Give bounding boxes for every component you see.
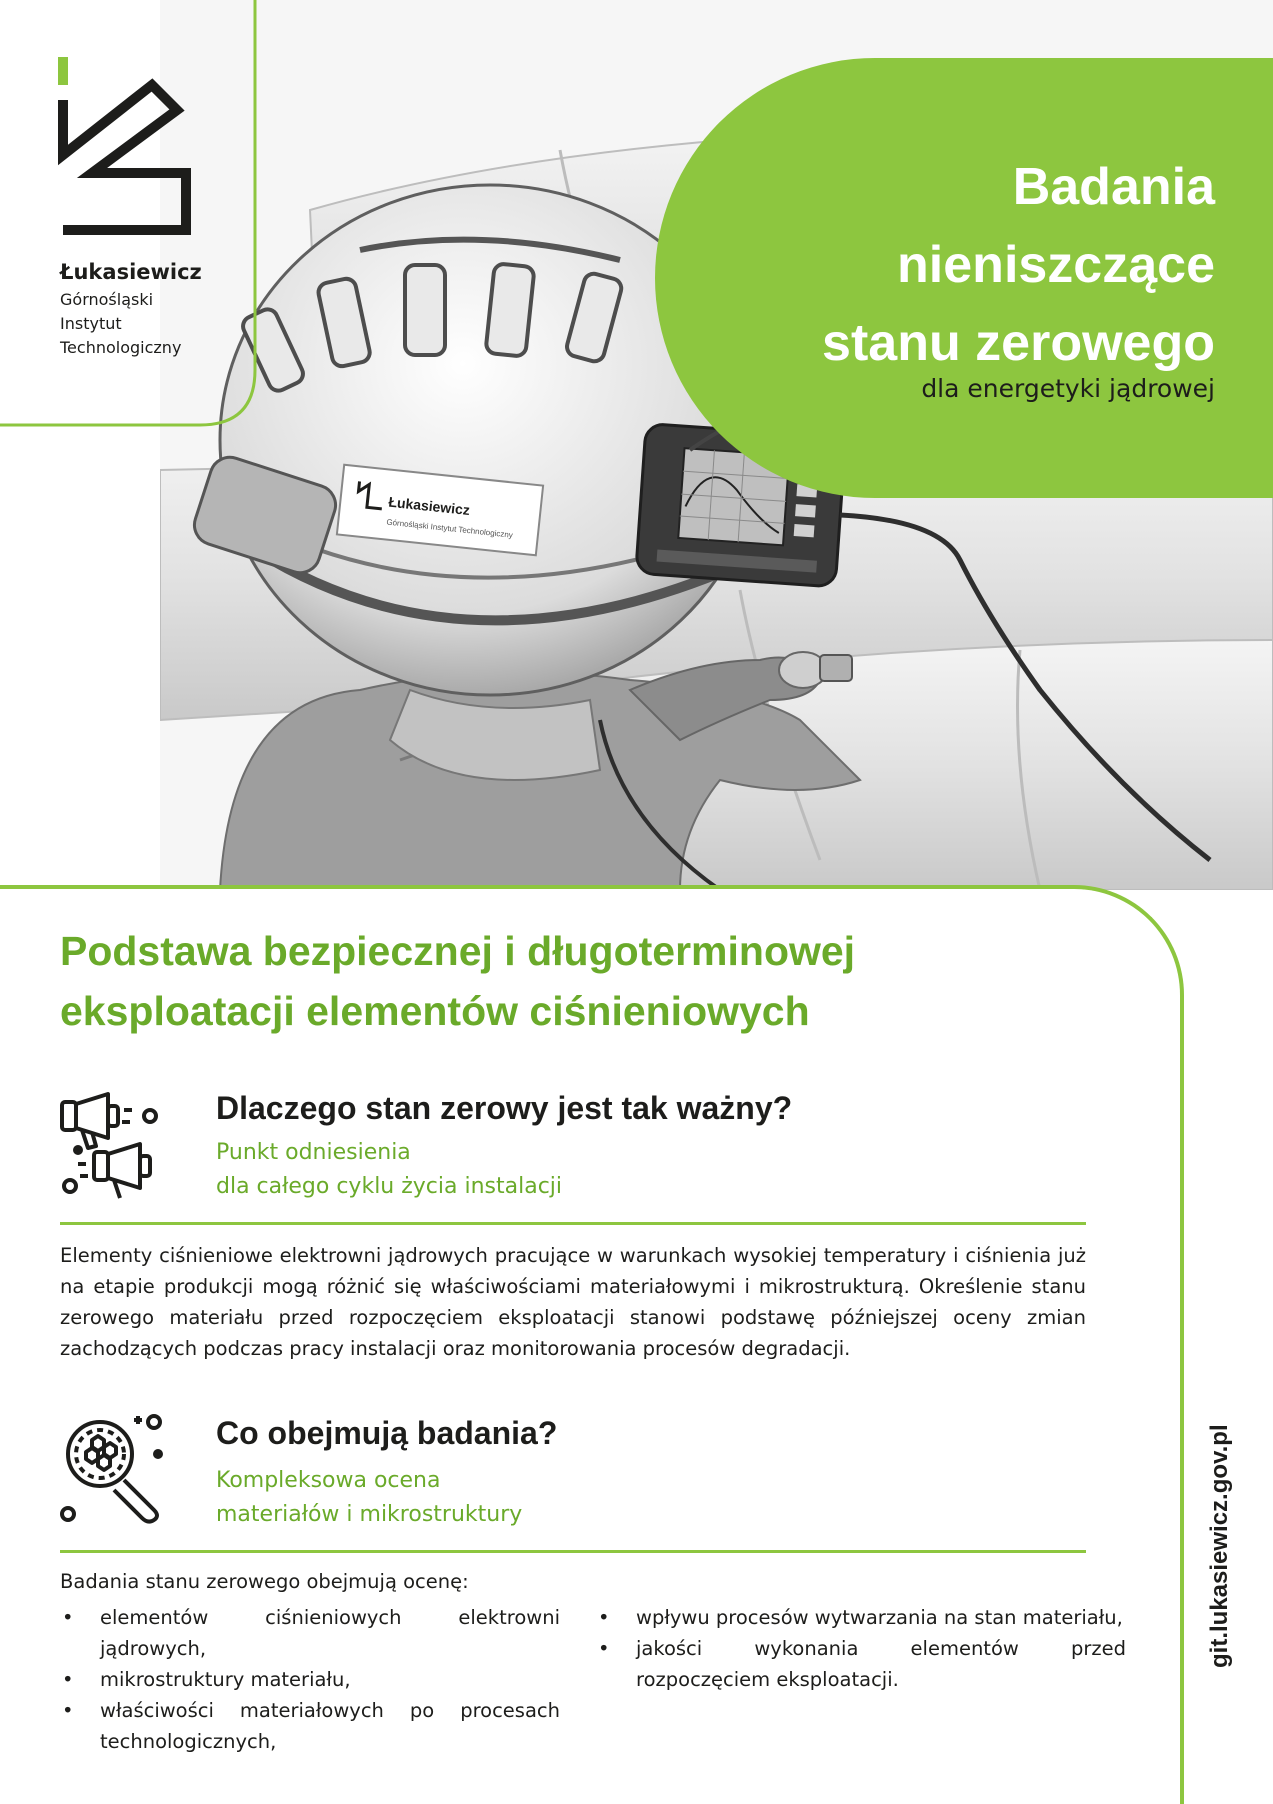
section-divider (60, 1222, 1086, 1225)
hero-title-line: Badania (1012, 158, 1215, 216)
hero-title-line: stanu zerowego (822, 314, 1215, 372)
website-url[interactable]: git.lukasiewicz.gov.pl (1206, 1424, 1233, 1668)
section-subtitle-why: dla całego cyklu życia instalacji (216, 1174, 563, 1199)
scope-list-right (596, 1602, 1126, 1695)
list-item: • mikrostruktury materiału, (100, 1664, 560, 1695)
scope-intro: Badania stanu zerowego obejmują ocenę: (60, 1570, 469, 1593)
helmet-label-name: Łukasiewicz (387, 493, 471, 519)
list-item: • właściwości materiałowych po procesach technologicznych, (100, 1695, 560, 1757)
section-subtitle-scope: Kompleksowa ocena (216, 1468, 441, 1493)
section-body-why: Elementy ciśnieniowe elektrowni jądrowych pracujące w warunkach wysokiej temperatury i ciśnienia już na etapie produkcji mogą różnić się właściwościami materiałowymi i mikrostrukturą. Określenie stanu zerowego materiału przed rozpoczęciem eksploatacji stanowi podstawę późniejszej oceny zmian zachodzących podczas pracy instalacji oraz monitorowania procesów degradacji. (60, 1244, 1086, 1360)
helmet-label-sub: Górnośląski Instytut Technologiczny (385, 517, 514, 540)
section-subtitle-why: Punkt odniesienia (216, 1140, 411, 1165)
logo-subline: Instytut (60, 314, 122, 333)
hero-subtitle: dla energetyki jądrowej (921, 374, 1215, 403)
main-heading-line: Podstawa bezpiecznej i długoterminowej (60, 928, 856, 974)
megaphone-icon (58, 1090, 168, 1200)
main-heading-line: eksploatacji elementów ciśnieniowych (60, 988, 810, 1034)
lukasiewicz-logo-icon (52, 55, 194, 235)
logo-subline: Górnośląski (60, 290, 154, 309)
list-item: • elementów ciśnieniowych elektrowni jądrowych, (100, 1602, 560, 1664)
list-item: • wpływu procesów wytwarzania na stan materiału, (636, 1602, 1126, 1633)
section-divider (60, 1550, 1086, 1553)
scope-list-left (60, 1602, 560, 1757)
magnifier-icon (58, 1410, 173, 1525)
list-item: • jakości wykonania elementów przed rozpoczęciem eksploatacji. (636, 1633, 1126, 1695)
section-title-why: Dlaczego stan zerowy jest tak ważny? (216, 1090, 793, 1126)
section-title-scope: Co obejmują badania? (216, 1415, 558, 1451)
section-subtitle-scope: materiałów i mikrostruktury (216, 1502, 523, 1527)
logo-name: Łukasiewicz (60, 260, 202, 284)
logo-subline: Technologiczny (60, 338, 182, 357)
hero-title-line: nieniszczące (897, 236, 1215, 294)
